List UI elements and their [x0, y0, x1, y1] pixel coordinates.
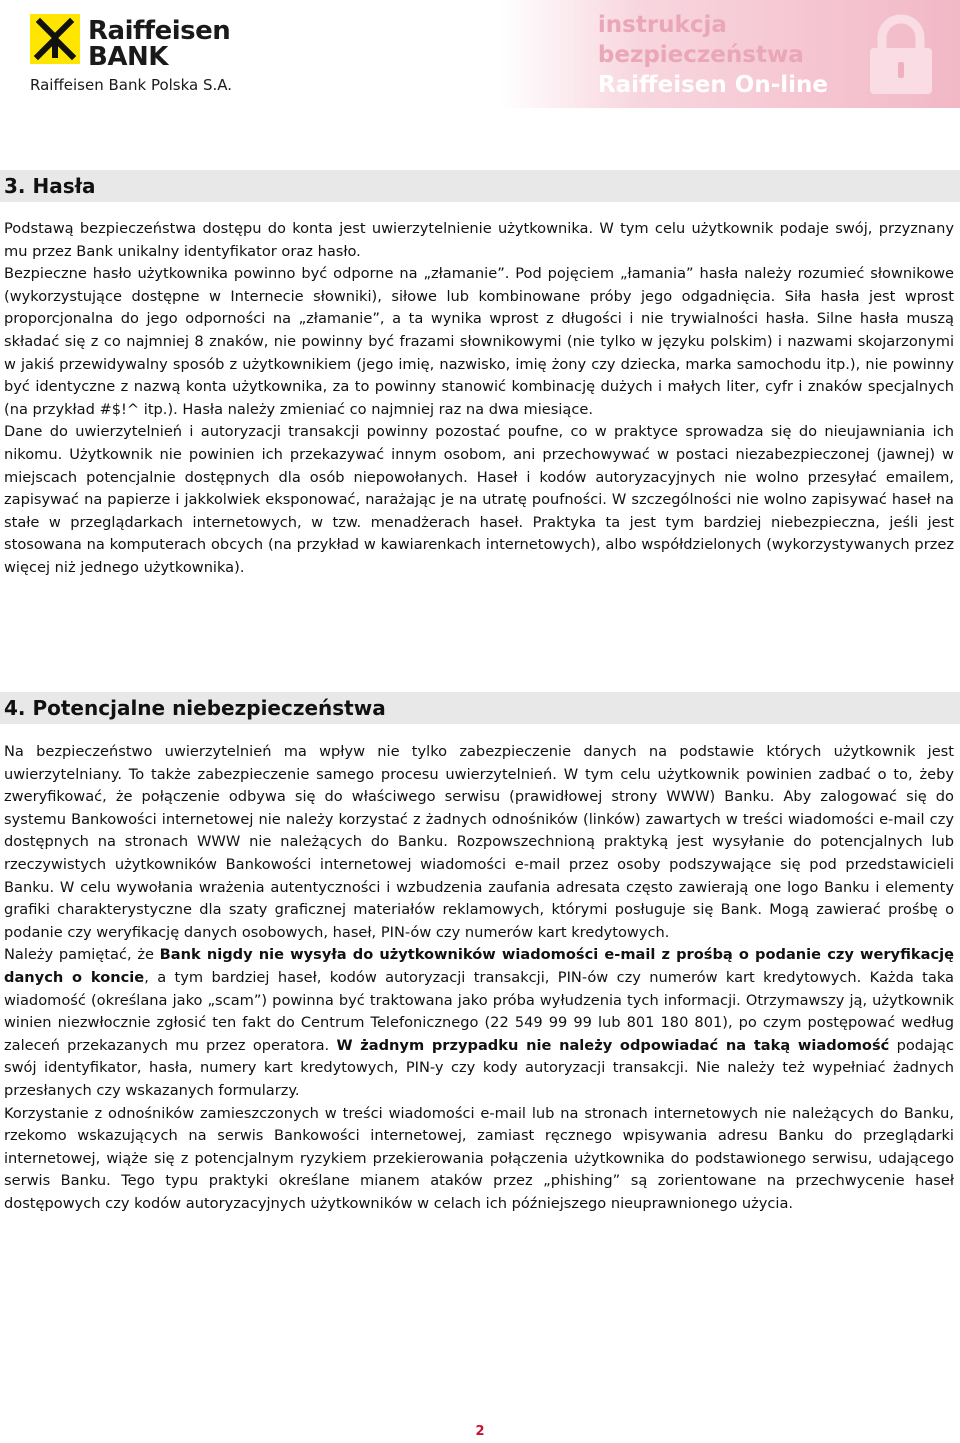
section-4-paragraph-3: Korzystanie z odnośników zamieszczonych w treści wiadomości e-mail lub na stronach internetowych nie należących do Banku, rzekomo wskazujących na serwis Bankowości internetowej, zamiast ręcznego wpisywania adresu Banku do przeglądarki internetowej, wiąże się z potencjalnym ryzykiem przekierowania połączenia użytkownika do podstawionego serwisu, udającego serwis Banku. Tego typu praktyki określane mianem ataków przez „phishing” są zorientowane na przechwycenie haseł dostępowych czy kodów autoryzacyjnych użytkowników w celach ich późniejszego nieuprawnionego użycia. [4, 1104, 954, 1212]
raiffeisen-gable-cross-icon [30, 14, 80, 64]
page-number: 2 [475, 1424, 485, 1439]
logo-wordmark [88, 18, 230, 70]
section-3-paragraph-3: Dane do uwierzytelnień i autoryzacji transakcji powinny pozostać poufne, co w praktyce sprowadza się do nieujawniania ich nikomu. Użytkownik nie powinien ich przekazywać innym osobom, ani przechowywać w postaci niezabezpieczonej (jawnej) w miejscach potencjalnie dostępnych dla osób niepowołanych. Haseł i kodów autoryzacyjnych nie wolno przesyłać emailem, zapisywać na papierze i jakkolwiek eksponować, narażając je na utratę poufności. W szczególności nie wolno zapisywać haseł na stałe w przeglądarkach internetowych, w tzw. menadżerach haseł. Praktyka ta jest tym bardziej niebezpieczna, jeśli jest stosowana na komputerach obcych (na przykład w kawiarenkach internetowych), albo współdzielonych (wykorzystywanych przez więcej niż jednego użytkownika). [4, 423, 954, 576]
raiffeisen-logo [30, 14, 290, 99]
banner-title [598, 10, 828, 100]
section-3-title: 3. Hasła [0, 170, 960, 202]
logo-name-line1: Raiffeisen [88, 16, 231, 46]
title-banner [500, 0, 960, 108]
banner-line2: bezpieczeństwa [597, 42, 804, 68]
banner-line1: instrukcja [597, 12, 727, 38]
document-header [0, 0, 960, 108]
section-4-paragraph-2 [4, 944, 954, 1102]
section-4-title: 4. Potencjalne niebezpieczeństwa [0, 692, 960, 724]
banner-line3: Raiffeisen On-line [597, 72, 828, 98]
p2-bold-no-reply: W żadnym przypadku nie należy odpowiadać na taką wiadomość [336, 1036, 890, 1054]
section-3-body [4, 218, 954, 580]
section-4-body [4, 741, 954, 1215]
section-3-paragraph-2: Bezpieczne hasło użytkownika powinno być odporne na „złamanie”. Pod pojęciem „łamania” hasła należy rozumieć słownikowe (wykorzystujące dostępne w Internecie słowniki), siłowe lub kombinowane próby jego odgadnięcia. Siła hasła jest wprost proporcjonalna do jego odporności na „złamanie”, a ta wynika wprost z długości i nie trywialności hasła. Silne hasła muszą składać się z co najmniej 8 znaków, nie powinny być frazami słownikowymi (nie tylko w języku polskim) i nazwami skojarzonymi w jakiś przewidywalny sposób z użytkownikiem (jego imię, nazwisko, imię żony czy dziecka, marka samochodu itp.), nie powinny być identyczne z nazwą konta użytkownika, za to powinny stanowić kombinację dużych i małych liter, cyfr i znaków specjalnych (na przykład #$!^ itp.). Hasła należy zmieniać co najmniej raz na dwa miesiące. [4, 265, 954, 418]
section-4-paragraph-1: Na bezpieczeństwo uwierzytelnień ma wpływ nie tylko zabezpieczenie danych na podstawie których użytkownik jest uwierzytelniany. To także zabezpieczenie samego procesu uwierzytelnień. W tym celu użytkownik powinien zadbać o to, żeby zweryfikować, że połączenie odbywa się do właściwego serwisu (prawidłowej strony WWW) Banku. Aby zalogować się do systemu Bankowości internetowej nie należy korzystać z żadnych odnośników (linków) zawartych w treści wiadomości e-mail czy dostępnych na stronach WWW nie należących do Banku. Rozpowszechnioną praktyką jest wysyłanie do potencjalnych lub rzeczywistych użytkowników Bankowości internetowej wiadomości e-mail przez osoby podszywające się pod przedstawicieli Banku. W celu wywołania wrażenia autentyczności i wzbudzenia zaufania adresata często zawierają one logo Banku i elementy grafiki charakterystyczne dla szaty graficznej materiałów reklamowych, którymi posługuje się Bank. Mogą zawierać prośbę o podanie czy weryfikację danych osobowych, haseł, PIN-ów czy numerów kart kredytowych. [4, 743, 954, 941]
p2-text-e: podając swój identyfikator, hasła, numery kart kredytowych, PIN-y czy kody autoryzacji transakcji. Nie należy też wypełniać żadnych przesłanych czy wskazanych formularzy. [4, 1036, 954, 1099]
logo-subtitle: Raiffeisen Bank Polska S.A. [30, 76, 233, 94]
p2-text-c: , a tym bardziej haseł, kodów autoryzacji transakcji, PIN-ów czy numerów kart kredytowych. Każda taka wiadomość (określana jako „scam”) powinna być traktowana jako próba wyłudzenia tych informacji. Otrzymawszy ją, użytkownik winien niezwłocznie zgłosić ten fakt do Centrum Telefonicznego (22 549 99 99 lub 801 180 801), po czym postępować według zaleceń przekazanych mu przez operatora. [4, 968, 954, 1054]
p2-bold-warning: Bank nigdy nie wysyła do użytkowników wiadomości e-mail z prośbą o podanie czy weryfikację danych o koncie [4, 946, 954, 986]
logo-name-line2: BANK [88, 42, 168, 72]
p2-text-a: Należy pamiętać, że [4, 946, 160, 964]
padlock-icon [856, 14, 946, 96]
section-3-paragraph-1: Podstawą bezpieczeństwa dostępu do konta jest uwierzytelnienie użytkownika. W tym celu użytkownik podaje swój, przyznany mu przez Bank unikalny identyfikator oraz hasło. [4, 220, 954, 260]
